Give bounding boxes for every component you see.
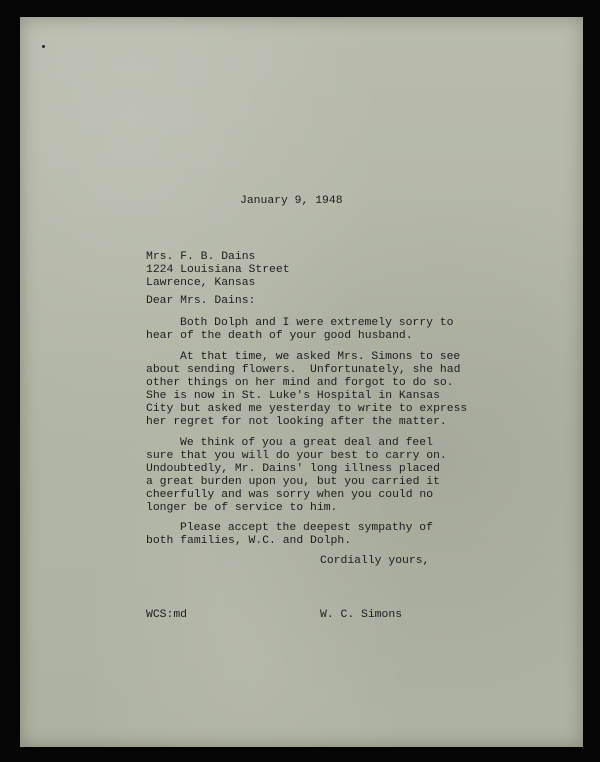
paragraph-2-line-2: about sending flowers. Unfortunately, she had xyxy=(146,364,461,376)
paragraph-3-line-5: cheerfully and was sorry when you could no xyxy=(146,489,434,501)
paragraph-1-line-2: hear of the death of your good husband. xyxy=(146,330,413,342)
typist-initials: WCS:md xyxy=(146,609,188,621)
paragraph-4-line-2: both families, W.C. and Dolph. xyxy=(146,535,352,547)
paragraph-3-line-4: a great burden upon you, but you carried it xyxy=(146,476,440,488)
paragraph-3-line-3: Undoubtedly, Mr. Dains' long illness placed xyxy=(146,463,440,475)
paragraph-3-line-2: sure that you will do your best to carry on. xyxy=(146,450,447,462)
letter-page xyxy=(20,17,583,747)
paragraph-4-line-1: Please accept the deepest sympathy of xyxy=(180,522,433,534)
paper-speck xyxy=(42,45,45,48)
salutation: Dear Mrs. Dains: xyxy=(146,295,256,307)
paragraph-3-line-6: longer be of service to him. xyxy=(146,502,338,514)
paragraph-1-line-1: Both Dolph and I were extremely sorry to xyxy=(180,317,454,329)
paragraph-2-line-4: She is now in St. Luke's Hospital in Kansas xyxy=(146,390,440,402)
paragraph-2-line-1: At that time, we asked Mrs. Simons to see xyxy=(180,351,461,363)
closing: Cordially yours, xyxy=(320,555,430,567)
paragraph-3-line-1: We think of you a great deal and feel xyxy=(180,437,433,449)
signature-name: W. C. Simons xyxy=(320,609,403,621)
paragraph-2-line-6: her regret for not looking after the matter. xyxy=(146,416,447,428)
recipient-name: Mrs. F. B. Dains xyxy=(146,251,256,263)
paragraph-2-line-3: other things on her mind and forgot to do so. xyxy=(146,377,454,389)
recipient-street: 1224 Louisiana Street xyxy=(146,264,290,276)
paragraph-2-line-5: City but asked me yesterday to write to express xyxy=(146,403,468,415)
letter-date: January 9, 1948 xyxy=(240,195,343,207)
recipient-city: Lawrence, Kansas xyxy=(146,277,256,289)
